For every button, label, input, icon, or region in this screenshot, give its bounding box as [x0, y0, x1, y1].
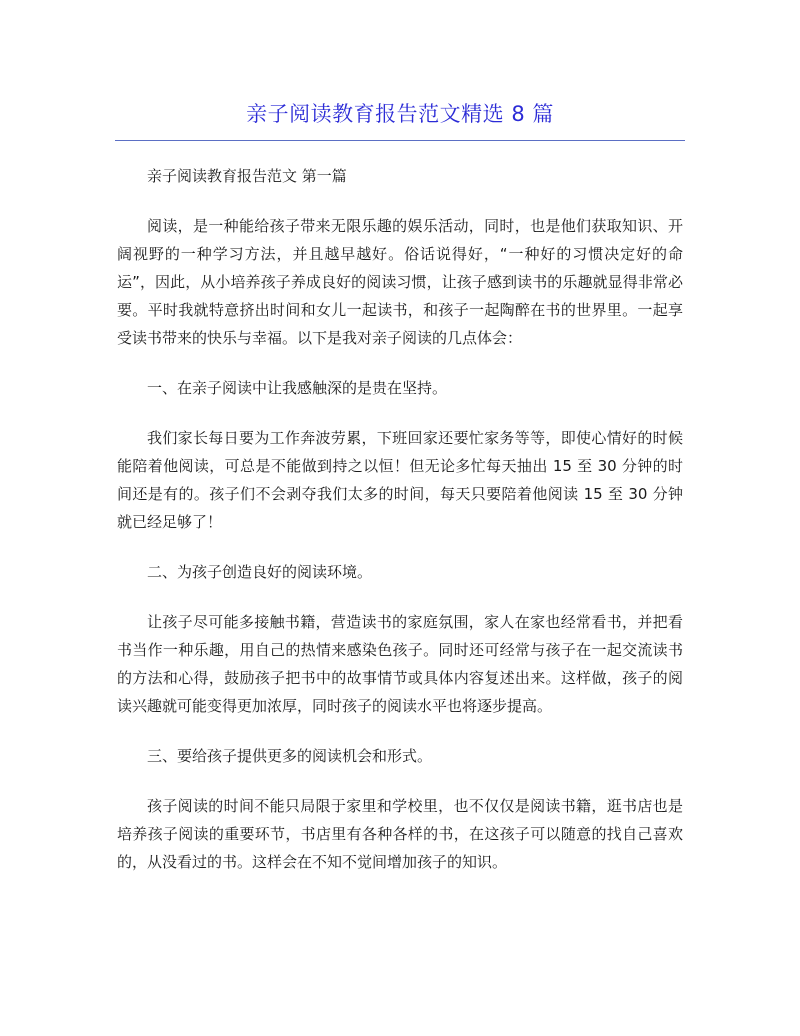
paragraph-1: 我们家长每日要为工作奔波劳累，下班回家还要忙家务等等，即使心情好的时候能陪着他阅读，可总是不能做到持之以恒！但无论多忙每天抽出 15 至 30 分钟的时间还是有的。孩子们不会剥夺我们太多的时间，每天只要陪着他阅读 15 至 30 分钟就已经足够了！	[117, 429, 683, 531]
document-title: 亲子阅读教育报告范文精选 8 篇	[246, 102, 554, 126]
paragraph-2: 让孩子尽可能多接触书籍，营造读书的家庭氛围，家人在家也经常看书，并把看书当作一种乐趣，用自己的热情来感染色孩子。同时还可经常与孩子在一起交流读书的方法和心得，鼓励孩子把书中的故事情节或具体内容复述出来。这样做，孩子的阅读兴趣就可能变得更加浓厚，同时孩子的阅读水平也将逐步提高。	[117, 613, 683, 715]
section-heading-1: 一、在亲子阅读中让我感触深的是贵在坚持。	[147, 379, 448, 397]
paragraph-3: 孩子阅读的时间不能只局限于家里和学校里，也不仅仅是阅读书籍，逛书店也是培养孩子阅读的重要环节，书店里有各种各样的书，在这孩子可以随意的找自己喜欢的，从没看过的书。这样会在不知不觉间增加孩子的知识。	[117, 797, 683, 871]
title-divider	[115, 140, 685, 141]
document-body	[117, 162, 683, 898]
section-heading-3: 三、要给孩子提供更多的阅读机会和形式。	[147, 747, 433, 765]
section-subtitle: 亲子阅读教育报告范文 第一篇	[147, 167, 347, 185]
paragraph-intro: 阅读，是一种能给孩子带来无限乐趣的娱乐活动，同时，也是他们获取知识、开阔视野的一种学习方法，并且越早越好。俗话说得好，“一种好的习惯决定好的命运”，因此，从小培养孩子养成良好的阅读习惯，让孩子感到读书的乐趣就显得非常必要。平时我就特意挤出时间和女儿一起读书，和孩子一起陶醉在书的世界里。一起享受读书带来的快乐与幸福。以下是我对亲子阅读的几点体会：	[117, 217, 683, 347]
section-heading-2: 二、为孩子创造良好的阅读环境。	[147, 563, 373, 581]
